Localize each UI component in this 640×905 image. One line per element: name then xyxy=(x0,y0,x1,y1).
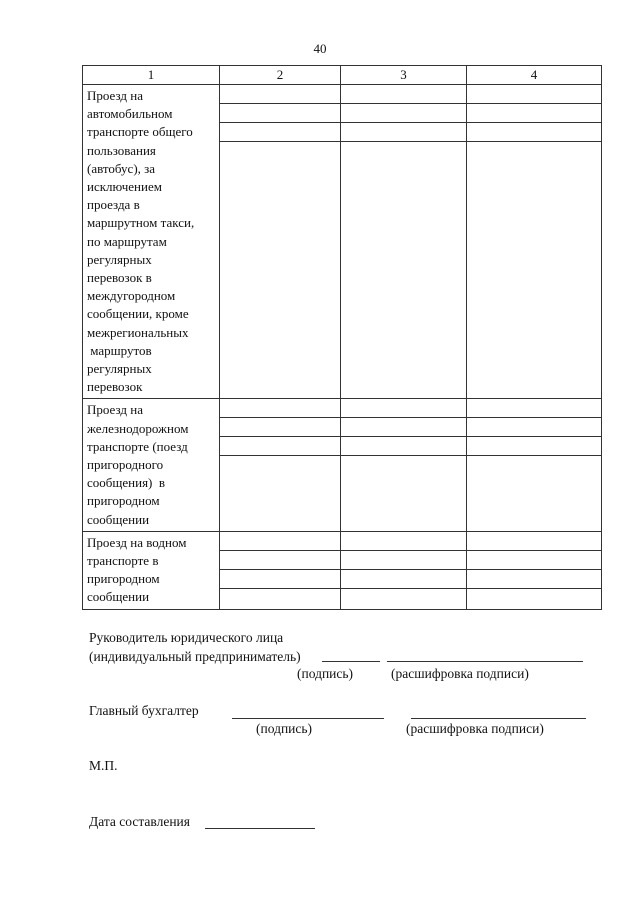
input-cell[interactable] xyxy=(220,550,341,569)
table-row xyxy=(83,399,602,418)
input-cell[interactable] xyxy=(467,569,602,588)
input-cell[interactable] xyxy=(341,437,467,456)
input-cell[interactable] xyxy=(220,569,341,588)
category-bus-transport: Проезд на автомобильном транспорте общего пользования (автобус), за исключением проезда в маршрутном такси, по маршрутам регулярных перевозок в междугородном сообщении, кроме межрегиональных маршрутов регулярных перевозок xyxy=(83,85,220,399)
input-cell[interactable] xyxy=(341,399,467,418)
input-cell[interactable] xyxy=(220,456,341,531)
input-cell[interactable] xyxy=(341,456,467,531)
input-cell[interactable] xyxy=(467,85,602,104)
input-cell[interactable] xyxy=(467,142,602,399)
input-cell[interactable] xyxy=(467,531,602,550)
input-cell[interactable] xyxy=(220,85,341,104)
input-cell[interactable] xyxy=(220,531,341,550)
head-decode-caption: (расшифровка подписи) xyxy=(391,666,529,681)
column-header: 2 xyxy=(220,66,341,85)
input-cell[interactable] xyxy=(220,437,341,456)
table-row xyxy=(83,531,602,550)
input-cell[interactable] xyxy=(467,456,602,531)
input-cell[interactable] xyxy=(341,85,467,104)
head-signature-line[interactable] xyxy=(322,661,380,662)
input-cell[interactable] xyxy=(341,588,467,609)
input-cell[interactable] xyxy=(341,569,467,588)
input-cell[interactable] xyxy=(467,104,602,123)
input-cell[interactable] xyxy=(341,550,467,569)
head-decode-line[interactable] xyxy=(387,661,583,662)
column-header: 4 xyxy=(467,66,602,85)
accountant-decode-caption: (расшифровка подписи) xyxy=(406,721,544,736)
input-cell[interactable] xyxy=(341,142,467,399)
table-header-row xyxy=(83,66,602,85)
input-cell[interactable] xyxy=(467,588,602,609)
input-cell[interactable] xyxy=(467,418,602,437)
input-cell[interactable] xyxy=(220,588,341,609)
category-water-transport: Проезд на водном транспорте в пригородном сообщении xyxy=(83,531,220,609)
input-cell[interactable] xyxy=(467,550,602,569)
input-cell[interactable] xyxy=(341,531,467,550)
input-cell[interactable] xyxy=(341,418,467,437)
input-cell[interactable] xyxy=(341,123,467,142)
date-line[interactable] xyxy=(205,828,315,829)
report-table xyxy=(82,65,602,610)
column-header: 3 xyxy=(341,66,467,85)
head-title: Руководитель юридического лица (индивидуальный предприниматель) xyxy=(89,630,301,664)
input-cell[interactable] xyxy=(220,399,341,418)
input-cell[interactable] xyxy=(220,142,341,399)
table-row xyxy=(83,85,602,104)
input-cell[interactable] xyxy=(220,123,341,142)
input-cell[interactable] xyxy=(467,437,602,456)
accountant-signature-line[interactable] xyxy=(232,718,384,719)
category-railway-transport: Проезд на железнодорожном транспорте (поезд пригородного сообщения) в пригородном сообщении xyxy=(83,399,220,531)
seal-label: М.П. xyxy=(89,758,118,773)
input-cell[interactable] xyxy=(220,418,341,437)
column-header: 1 xyxy=(83,66,220,85)
accountant-label: Главный бухгалтер xyxy=(89,703,199,718)
accountant-decode-line[interactable] xyxy=(411,718,586,719)
input-cell[interactable] xyxy=(467,123,602,142)
date-label: Дата составления xyxy=(89,814,190,829)
input-cell[interactable] xyxy=(467,399,602,418)
input-cell[interactable] xyxy=(341,104,467,123)
input-cell[interactable] xyxy=(220,104,341,123)
head-signature-caption: (подпись) xyxy=(297,666,354,681)
page-number: 40 xyxy=(313,41,327,56)
accountant-signature-caption: (подпись) xyxy=(256,721,313,736)
